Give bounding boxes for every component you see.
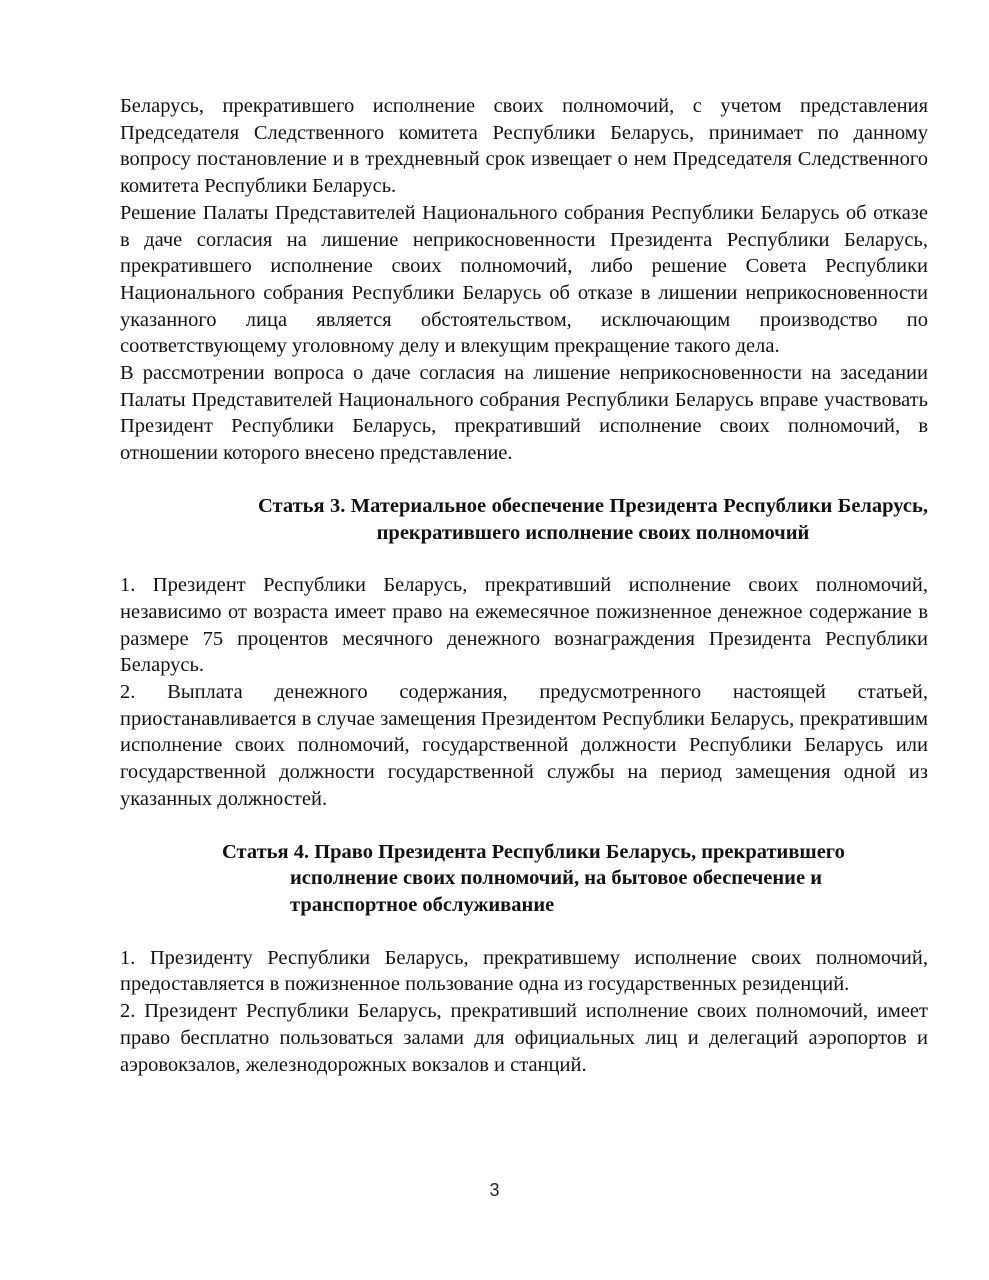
paragraph: 1. Президент Республики Беларусь, прекративший исполнение своих полномочий, независимо от возраста имеет право на ежемесячное пожизненное денежное содержание в размере 75 процентов месячного денежного вознаграждения Президента Республики Беларусь. — [120, 574, 928, 677]
document-page — [120, 93, 928, 1078]
paragraph: 2. Выплата денежного содержания, предусмотренного настоящей статьей, приостанавливается в случае замещения Президентом Республики Беларусь, прекратившим исполнение своих полномочий, государственной должности Республики Беларусь или государственной должности государственной службы на период замещения одной из указанных должностей. — [120, 681, 928, 810]
spacer — [120, 546, 928, 572]
paragraph: 1. Президенту Республики Беларусь, прекратившему исполнение своих полномочий, предоставляется в пожизненное пользование одна из государственных резиденций. — [120, 946, 928, 996]
article-4-heading-continuation — [222, 865, 928, 918]
paragraph: 2. Президент Республики Беларусь, прекративший исполнение своих полномочий, имеет право бесплатно пользоваться залами для официальных лиц и делегаций аэропортов и аэровокзалов, железнодорожных вокзалов и станций. — [120, 1000, 928, 1076]
article-3-heading: Статья 3. Материальное обеспечение Президента Республики Беларусь, прекратившего исполнение своих полномочий — [258, 494, 928, 544]
article-4-heading-line: Статья 4. Право Президента Республики Беларусь, прекратившего — [222, 840, 845, 863]
spacer — [120, 919, 928, 945]
article-4-heading-line: транспортное обслуживание — [290, 893, 555, 916]
article-4-heading — [222, 839, 928, 919]
article-4-heading-line: исполнение своих полномочий, на бытовое обеспечение и — [290, 867, 823, 890]
paragraph: Решение Палаты Представителей Национального собрания Республики Беларусь об отказе в даче согласия на лишение неприкосновенности Президента Республики Беларусь, прекратившего исполнение своих полномочий, либо решение Совета Республики Национального собрания Республики Беларусь об отказе в лишении неприкосновенности указанного лица является обстоятельством, исключающим производство по соответствующему уголовному делу и влекущим прекращение такого дела. — [120, 201, 928, 358]
paragraph: В рассмотрении вопроса о даче согласия на лишение неприкосновенности на заседании Палаты Представителей Национального собрания Республики Беларусь вправе участвовать Президент Республики Беларусь, прекративший исполнение своих полномочий, в отношении которого внесено представление. — [120, 362, 928, 465]
paragraph: Беларусь, прекратившего исполнение своих полномочий, с учетом представления Председателя Следственного комитета Республики Беларусь, принимает по данному вопросу постановление и в трехдневный срок извещает о нем Председателя Следственного комитета Республики Беларусь. — [120, 95, 928, 198]
page-number: 3 — [489, 1180, 500, 1200]
